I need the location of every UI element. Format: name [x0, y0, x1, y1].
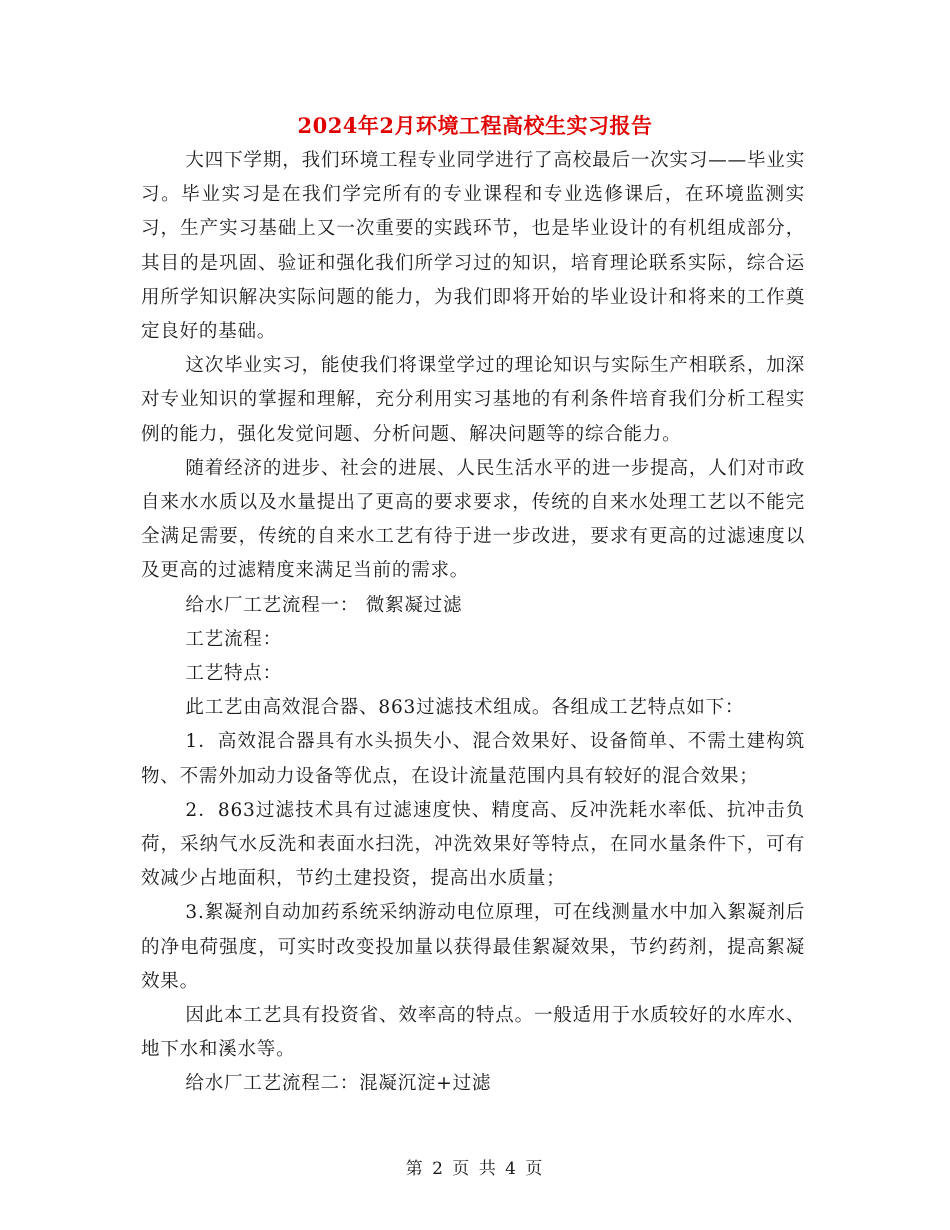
- heading-process-one: 给水厂工艺流程一： 微絮凝过滤: [185, 594, 463, 616]
- paragraph-intro: 大四下学期，我们环境工程专业同学进行了高校最后一次实习——毕业实习。毕业实习是在我们学完所有的专业课程和专业选修课后，在环境监测实习，生产实习基础上又一次重要的实践环节，也是毕业设计的有机组成部分，其目的是巩固、验证和强化我们所学习过的知识，培育理论联系实际，综合运用所学知识解决实际问题的能力，为我们即将开始的毕业设计和将来的工作奠定良好的基础。: [141, 150, 805, 343]
- paragraph-purpose: 这次毕业实习，能使我们将课堂学过的理论知识与实际生产相联系，加深对专业知识的掌握和理解，充分利用实习基地的有利条件培育我们分析工程实例的能力，强化发觉问题、分析问题、解决问题等的综合能力。: [141, 355, 805, 445]
- document-body: [141, 144, 805, 1102]
- list-item-2: 2．863过滤技术具有过滤速度快、精度高、反冲洗耗水率低、抗冲击负荷，采纳气水反洗和表面水扫洗，冲洗效果好等特点，在同水量条件下，可有效减少占地面积，节约土建投资，提高出水质量；: [141, 799, 805, 890]
- label-process-flow: 工艺流程：: [185, 628, 282, 650]
- document-title: 2024年2月环境工程高校生实习报告: [297, 113, 653, 138]
- list-item-3: 3.絮凝剂自动加药系统采纳游动电位原理，可在线测量水中加入絮凝剂后的净电荷强度，可实时改变投加量以获得最佳絮凝效果，节约药剂，提高絮凝效果。: [141, 902, 805, 992]
- heading-process-two: 给水厂工艺流程二：混凝沉淀+过滤: [185, 1073, 492, 1095]
- list-item-1: 1．高效混合器具有水头损失小、混合效果好、设备简单、不需土建构筑物、不需外加动力设备等优点，在设计流量范围内具有较好的混合效果；: [141, 731, 805, 787]
- label-process-features: 工艺特点：: [185, 663, 282, 685]
- paragraph-background: 随着经济的进步、社会的进展、人民生活水平的进一步提高，人们对市政自来水水质以及水量提出了更高的要求要求，传统的自来水处理工艺以不能完全满足需要，传统的自来水工艺有待于进一步改进，要求有更高的过滤速度以及更高的过滤精度来满足当前的需求。: [141, 457, 805, 582]
- paragraph-summary: 因此本工艺具有投资省、效率高的特点。一般适用于水质较好的水库水、地下水和溪水等。: [141, 1005, 805, 1061]
- paragraph-composition: 此工艺由高效混合器、863过滤技术组成。各组成工艺特点如下：: [185, 697, 745, 719]
- page-number-footer: 第 2 页 共 4 页: [405, 1159, 545, 1179]
